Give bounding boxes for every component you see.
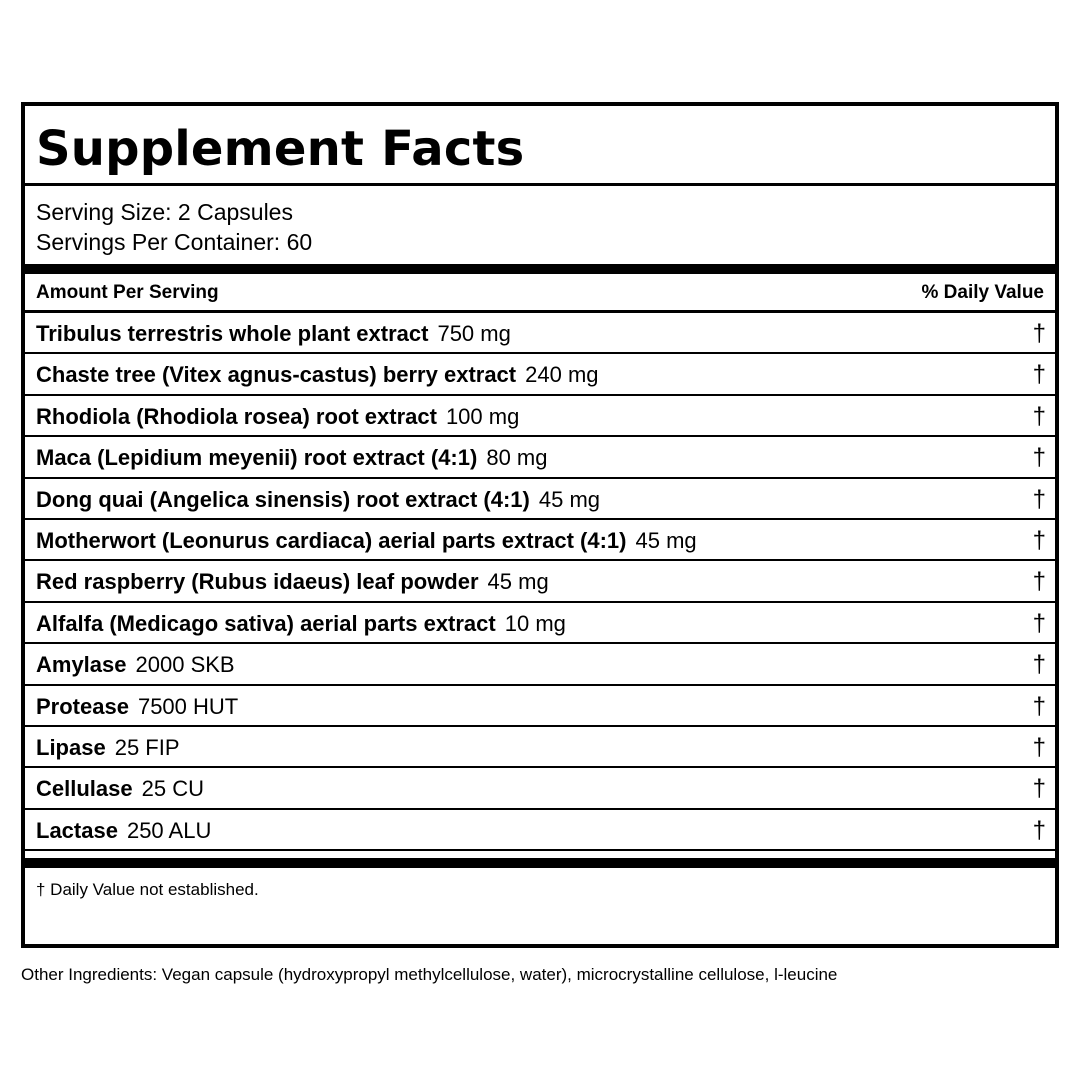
daily-value-dagger: † — [1032, 485, 1046, 513]
ingredient-amount: 240 mg — [525, 362, 599, 388]
ingredient-name: Maca (Lepidium meyenii) root extract (4:1) 80 mg — [36, 445, 548, 471]
ingredient-row — [25, 396, 1055, 437]
ingredient-amount: 25 CU — [141, 776, 204, 802]
other-ingredients: Other Ingredients: Vegan capsule (hydroxypropyl methylcellulose, water), microcrystalline cellulose, l-leucine — [21, 965, 838, 984]
ingredient-row — [25, 437, 1055, 478]
ingredient-name: Tribulus terrestris whole plant extract 750 mg — [36, 321, 511, 346]
ingredient-name: Alfalfa (Medicago sativa) aerial parts extract 10 mg — [36, 610, 566, 636]
serving-size: Serving Size: 2 Capsules — [36, 199, 293, 225]
ingredient-amount: 45 mg — [487, 569, 549, 595]
ingredient-row — [25, 313, 1055, 354]
ingredient-name: Lactase 250 ALU — [36, 817, 212, 843]
daily-value-dagger: † — [1032, 444, 1046, 472]
title-bar — [25, 106, 1055, 186]
supplement-facts-panel — [21, 102, 1059, 948]
amount-header — [25, 274, 1055, 313]
daily-value-dagger: † — [1032, 775, 1046, 803]
ingredient-name: Protease 7500 HUT — [36, 693, 239, 719]
daily-value-dagger: † — [1032, 320, 1046, 347]
ingredient-row — [25, 727, 1055, 768]
ingredient-row — [25, 686, 1055, 727]
ingredient-row — [25, 520, 1055, 561]
ingredient-name: Dong quai (Angelica sinensis) root extract (4:1) 45 mg — [36, 486, 601, 512]
amount-per-serving-label: Amount Per Serving — [36, 282, 219, 303]
ingredient-name: Cellulase 25 CU — [36, 776, 204, 802]
ingredient-name: Motherwort (Leonurus cardiaca) aerial parts extract (4:1) 45 mg — [36, 527, 697, 553]
daily-value-dagger: † — [1032, 816, 1046, 844]
ingredient-name: Chaste tree (Vitex agnus-castus) berry extract 240 mg — [36, 362, 599, 388]
daily-value-dagger: † — [1032, 402, 1046, 430]
ingredient-amount: 2000 SKB — [135, 652, 235, 678]
ingredient-row — [25, 603, 1055, 644]
ingredient-amount: 45 mg — [538, 486, 601, 512]
ingredient-row — [25, 810, 1055, 851]
ingredient-name: Amylase 2000 SKB — [36, 652, 235, 678]
ingredient-amount: 100 mg — [445, 403, 520, 429]
daily-value-dagger: † — [1032, 361, 1046, 389]
ingredient-row — [25, 479, 1055, 520]
ingredient-row — [25, 561, 1055, 602]
servings-per-container: Servings Per Container: 60 — [36, 229, 313, 255]
ingredient-row — [25, 644, 1055, 685]
ingredient-row — [25, 768, 1055, 809]
ingredient-name: Rhodiola (Rhodiola rosea) root extract 100 mg — [36, 403, 520, 429]
daily-value-dagger: † — [1032, 568, 1046, 596]
ingredient-amount: 7500 HUT — [137, 693, 239, 719]
page-title: Supplement Facts — [36, 121, 525, 177]
ingredient-amount: 80 mg — [486, 445, 548, 471]
ingredient-name: Lipase 25 FIP — [36, 734, 180, 760]
ingredient-list — [25, 313, 1055, 851]
ingredient-row — [25, 354, 1055, 395]
daily-value-dagger: † — [1032, 609, 1046, 637]
ingredient-amount: 45 mg — [635, 527, 697, 553]
ingredient-amount: 250 ALU — [126, 817, 212, 843]
ingredient-name: Red raspberry (Rubus idaeus) leaf powder 45 mg — [36, 569, 549, 595]
ingredient-amount: 750 mg — [437, 321, 511, 346]
daily-value-dagger: † — [1032, 733, 1046, 761]
bottom-divider — [25, 848, 1055, 868]
daily-value-dagger: † — [1032, 651, 1046, 679]
daily-value-dagger: † — [1032, 692, 1046, 720]
ingredient-amount: 10 mg — [504, 610, 566, 636]
ingredient-amount: 25 FIP — [114, 734, 180, 760]
daily-value-dagger: † — [1032, 526, 1046, 554]
daily-value-footnote: † Daily Value not established. — [36, 880, 259, 899]
serving-info — [25, 186, 1055, 274]
daily-value-label: % Daily Value — [921, 282, 1044, 303]
